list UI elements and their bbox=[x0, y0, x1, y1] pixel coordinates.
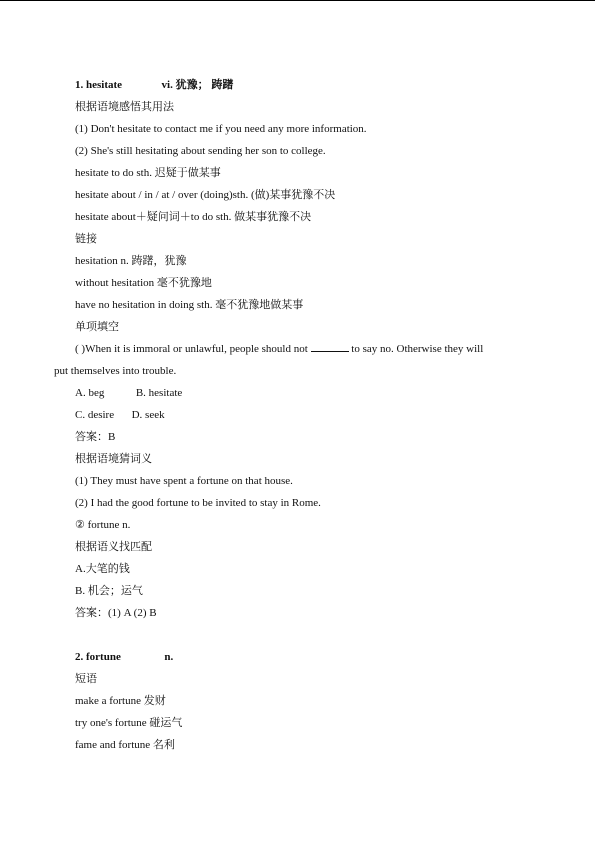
phrase-3: hesitate about＋疑问词＋to do sth. 做某事犹豫不决 bbox=[75, 211, 312, 223]
answer-1: 答案：B bbox=[75, 431, 116, 443]
link-1: hesitation n. 踌躇，犹豫 bbox=[75, 255, 187, 267]
phrase-2: hesitate about / in / at / over (doing)sth. (做)某事犹豫不决 bbox=[75, 189, 336, 201]
option-b: B. hesitate bbox=[135, 387, 183, 399]
option-d: D. seek bbox=[131, 409, 165, 421]
options-row-2 bbox=[75, 408, 555, 422]
choice-heading: 单项填空 bbox=[75, 321, 119, 333]
link-heading: 链接 bbox=[75, 233, 97, 245]
context-heading: 根据语境感悟其用法 bbox=[75, 101, 174, 113]
question-line bbox=[75, 342, 555, 356]
entry-2-pos: n. bbox=[164, 651, 174, 663]
fortune-phrase-3: fame and fortune 名利 bbox=[75, 739, 175, 751]
answer-blank bbox=[311, 342, 349, 352]
guess-example-1: (1) They must have spent a fortune on that house. bbox=[75, 475, 293, 487]
question-part-2: to say no. Otherwise they will bbox=[351, 343, 484, 355]
link-3: have no hesitation in doing sth. 毫不犹豫地做某事 bbox=[75, 299, 304, 311]
match-a: A.大笔的钱 bbox=[75, 563, 130, 575]
entry-1-word: 1. hesitate bbox=[75, 79, 123, 91]
link-2: without hesitation 毫不犹豫地 bbox=[75, 277, 212, 289]
circled-entry: ② fortune n. bbox=[75, 519, 131, 531]
fortune-phrase-1: make a fortune 发财 bbox=[75, 695, 166, 707]
option-a: A. beg bbox=[75, 387, 105, 399]
entry-2-heading bbox=[75, 650, 555, 664]
entry-1-pos: vi. 犹豫； 踌躇 bbox=[161, 79, 234, 91]
options-row-1 bbox=[75, 386, 555, 400]
example-2: (2) She's still hesitating about sending her son to college. bbox=[75, 145, 326, 157]
guess-example-2: (2) I had the good fortune to be invited to stay in Rome. bbox=[75, 497, 321, 509]
option-c: C. desire bbox=[75, 409, 115, 421]
match-b: B. 机会；运气 bbox=[75, 585, 143, 597]
entry-1-heading bbox=[75, 78, 555, 92]
match-heading: 根据语义找匹配 bbox=[75, 541, 152, 553]
phrase-1: hesitate to do sth. 迟疑于做某事 bbox=[75, 167, 221, 179]
fortune-phrase-2: try one's fortune 碰运气 bbox=[75, 717, 183, 729]
guess-heading: 根据语境猜词义 bbox=[75, 453, 152, 465]
question-part-1: ( )When it is immoral or unlawful, people should not bbox=[75, 343, 308, 355]
example-1: (1) Don't hesitate to contact me if you need any more information. bbox=[75, 123, 367, 135]
question-continuation: put themselves into trouble. bbox=[54, 365, 177, 377]
entry-2-word: 2. fortune bbox=[75, 651, 121, 663]
phrase-heading: 短语 bbox=[75, 673, 97, 685]
match-answer: 答案：(1) A (2) B bbox=[75, 607, 157, 619]
